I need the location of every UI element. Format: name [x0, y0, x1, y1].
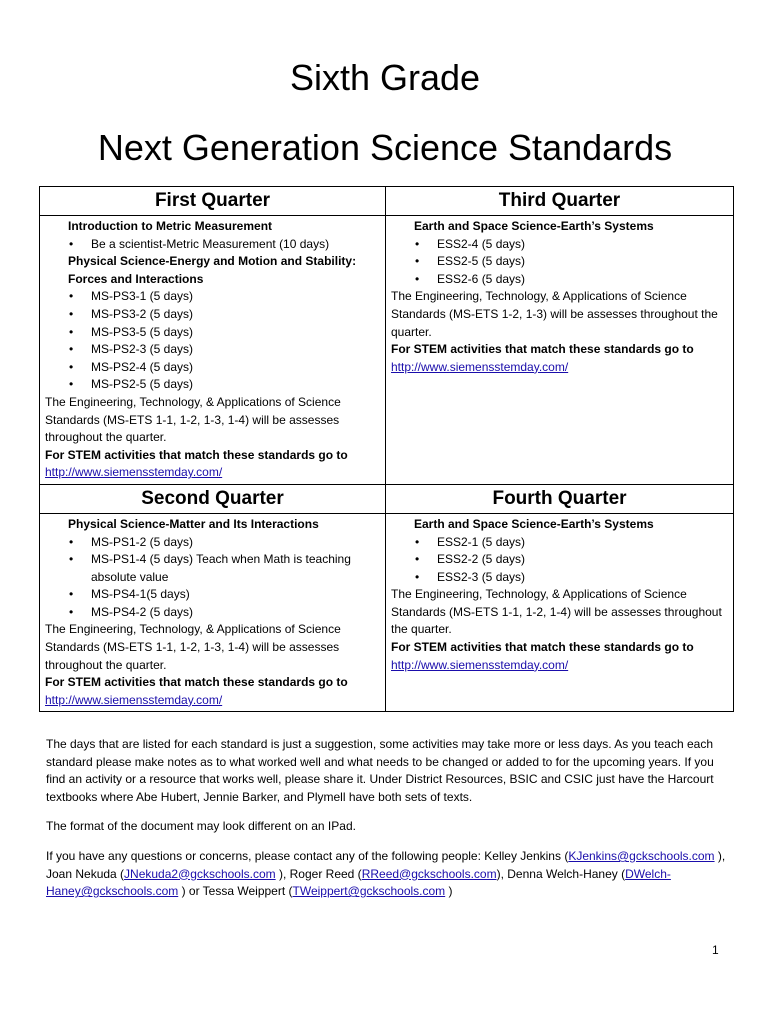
first-quarter-stem-link[interactable]: http://www.siemensstemday.com/ [45, 465, 223, 480]
list-item: • MS-PS1-4 (5 days) Teach when Math is teaching absolute value [45, 551, 380, 586]
list-item: • ESS2-4 (5 days) [391, 236, 728, 254]
first-quarter-topic-line1: Physical Science-Energy and Motion and Stability: [68, 254, 357, 269]
first-quarter-heading: First Quarter [40, 187, 386, 216]
contact-intro: If you have any questions or concerns, please contact any of the following people: Kelley Jenkins ( [46, 848, 569, 863]
third-quarter-engineering-note: The Engineering, Technology, & Applications of Science Standards (MS-ETS 1-2, 1-3) will be assesses throughout the quarter. [391, 289, 718, 339]
fourth-quarter-engineering-note: The Engineering, Technology, & Applications of Science Standards (MS-ETS 1-1, 1-2, 1-4) will be assesses throughout the quarter. [391, 587, 722, 637]
first-quarter-cell [40, 216, 386, 485]
list-item: • MS-PS2-5 (5 days) [45, 376, 380, 394]
first-quarter-stem-note: For STEM activities that match these standards go to [45, 447, 348, 462]
header-row-top [40, 187, 734, 216]
list-item: • ESS2-6 (5 days) [391, 271, 728, 289]
first-quarter-intro-list [45, 236, 380, 254]
second-quarter-standards-list [45, 534, 380, 622]
format-paragraph: The format of the document may look different on an IPad. [46, 819, 356, 834]
fourth-quarter-stem-note: For STEM activities that match these standards go to [391, 640, 694, 655]
list-item: • MS-PS2-4 (5 days) [45, 359, 380, 377]
contact-separator: ), Denna Welch-Haney ( [496, 866, 626, 881]
list-item: • MS-PS3-2 (5 days) [45, 306, 380, 324]
third-quarter-topic: Earth and Space Science-Earth’s Systems [414, 219, 654, 233]
first-quarter-intro: Introduction to Metric Measurement [68, 219, 273, 233]
fourth-quarter-heading: Fourth Quarter [386, 484, 734, 513]
contact-separator: ), Joan Nekuda ( [46, 848, 726, 881]
fourth-quarter-topic: Earth and Space Science-Earth’s Systems [414, 516, 654, 531]
contact-separator: ) or Tessa Weippert ( [178, 884, 293, 899]
email-link-jnekuda[interactable]: JNekuda2@gckschools.com [124, 866, 276, 881]
fourth-quarter-cell [386, 513, 734, 712]
second-quarter-topic: Physical Science-Matter and Its Interactions [68, 516, 319, 531]
list-item: • MS-PS3-1 (5 days) [45, 288, 380, 306]
third-quarter-stem-link[interactable]: http://www.siemensstemday.com/ [391, 359, 569, 374]
suggestion-paragraph: The days that are listed for each standard is just a suggestion, some activities may take more or less days. As you teach each standard please make notes as to what worked well and what needs to be changed or added to for the upcoming years. If you find an activity or a resource that works well, please share it. Under District Resources, BSIC and CSIC just have the Harcourt textbooks where Abe Hubert, Jennie Barker, and Plymell have both sets of texts. [46, 737, 714, 804]
third-quarter-cell [386, 216, 734, 485]
list-item: • MS-PS2-3 (5 days) [45, 341, 380, 359]
email-link-rreed[interactable]: RReed@gckschools.com [361, 866, 497, 881]
content-row-bottom [40, 513, 734, 712]
list-item: • ESS2-5 (5 days) [391, 253, 728, 271]
third-quarter-heading: Third Quarter [386, 187, 734, 216]
first-quarter-engineering-note: The Engineering, Technology, & Applications of Science Standards (MS-ETS 1-1, 1-2, 1-3, 1-4) will be assesses throughout the quarter. [45, 394, 341, 445]
list-item: • MS-PS3-5 (5 days) [45, 324, 380, 342]
fourth-quarter-standards-list [391, 534, 728, 587]
page-title-line1: Sixth Grade [289, 57, 481, 98]
second-quarter-stem-note: For STEM activities that match these standards go to [45, 675, 348, 690]
contact-paragraph [46, 848, 726, 901]
first-quarter-standards-list [45, 288, 380, 394]
content-row-top [40, 216, 734, 485]
notes-section [46, 736, 726, 913]
second-quarter-engineering-note: The Engineering, Technology, & Applications of Science Standards (MS-ETS 1-1, 1-2, 1-3, 1-4) will be assesses throughout the quarter. [45, 622, 341, 672]
header-row-bottom [40, 484, 734, 513]
list-item: • MS-PS4-2 (5 days) [45, 604, 380, 622]
email-link-tweippert[interactable]: TWeippert@gckschools.com [292, 884, 446, 899]
second-quarter-heading: Second Quarter [40, 484, 386, 513]
quarters-table [39, 186, 734, 712]
third-quarter-standards-list [391, 236, 728, 289]
contact-separator: ) [445, 884, 453, 899]
list-item: • ESS2-2 (5 days) [391, 551, 728, 569]
contact-separator: ), Roger Reed ( [275, 866, 362, 881]
first-quarter-topic-line2: Forces and Interactions [68, 271, 204, 286]
fourth-quarter-stem-link[interactable]: http://www.siemensstemday.com/ [391, 657, 569, 672]
email-link-kjenkins[interactable]: KJenkins@gckschools.com [568, 848, 715, 863]
list-item: • ESS2-3 (5 days) [391, 569, 728, 587]
page-number: 1 [712, 943, 719, 957]
list-item: • MS-PS4-1(5 days) [45, 586, 380, 604]
list-item: • ESS2-1 (5 days) [391, 534, 728, 552]
third-quarter-stem-note: For STEM activities that match these standards go to [391, 342, 694, 357]
page-title-line2: Next Generation Science Standards [97, 127, 673, 168]
list-item: • Be a scientist-Metric Measurement (10 days) [45, 236, 380, 254]
email-link-dwelch-haney[interactable]: DWelch-Haney@gckschools.com [46, 866, 671, 899]
second-quarter-stem-link[interactable]: http://www.siemensstemday.com/ [45, 692, 223, 707]
second-quarter-cell [40, 513, 386, 712]
list-item: • MS-PS1-2 (5 days) [45, 534, 380, 552]
